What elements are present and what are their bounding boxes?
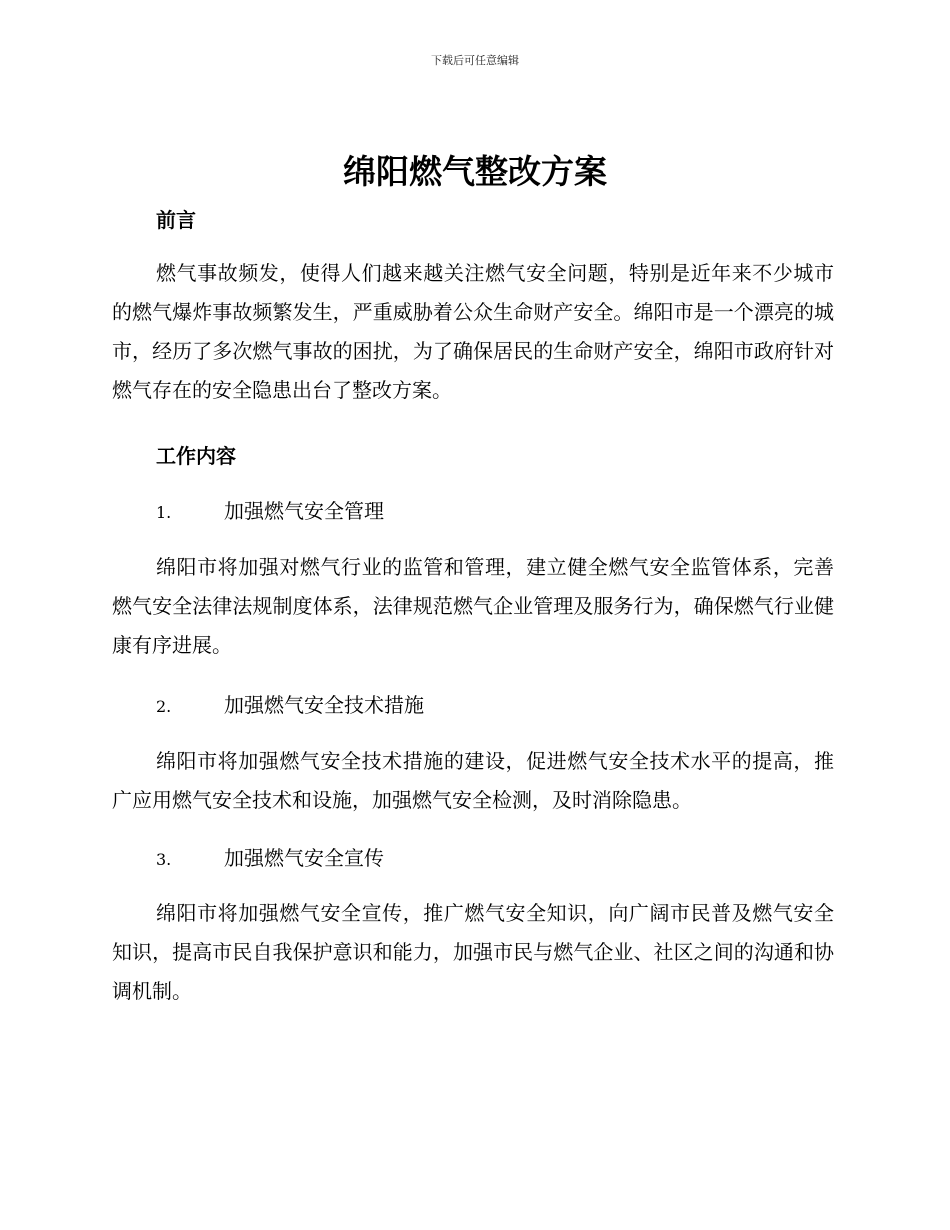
list-item-title: 加强燃气安全技术措施 bbox=[224, 693, 424, 717]
page-header: 下载后可任意编辑 bbox=[431, 54, 519, 67]
preface-paragraph: 燃气事故频发，使得人们越来越关注燃气安全问题，特别是近年来不少城市的燃气爆炸事故频繁发生，严重威胁着公众生命财产安全。绵阳市是一个漂亮的城市，经历了多次燃气事故的困扰，为了确保居民的生命财产安全，绵阳市政府针对燃气存在的安全隐患出台了整改方案。 bbox=[112, 261, 834, 402]
document-title: 绵阳燃气整改方案 bbox=[343, 152, 607, 191]
list-item-3 bbox=[156, 843, 384, 875]
item-3-paragraph: 绵阳市将加强燃气安全宣传，推广燃气安全知识，向广阔市民普及燃气安全知识，提高市民自我保护意识和能力，加强市民与燃气企业、社区之间的沟通和协调机制。 bbox=[112, 901, 834, 1003]
list-item-title: 加强燃气安全宣传 bbox=[224, 846, 384, 870]
list-number: 1. bbox=[156, 503, 172, 522]
item-2-paragraph: 绵阳市将加强燃气安全技术措施的建设，促进燃气安全技术水平的提高，推广应用燃气安全技术和设施，加强燃气安全检测，及时消除隐患。 bbox=[112, 749, 834, 812]
list-item-1 bbox=[156, 496, 384, 528]
list-number: 3. bbox=[156, 850, 172, 869]
section-heading-work: 工作内容 bbox=[156, 444, 236, 468]
section-heading-preface: 前言 bbox=[156, 208, 196, 232]
item-1-paragraph: 绵阳市将加强对燃气行业的监管和管理，建立健全燃气安全监管体系，完善燃气安全法律法规制度体系，法律规范燃气企业管理及服务行为，确保燃气行业健康有序进展。 bbox=[112, 555, 834, 657]
list-item-title: 加强燃气安全管理 bbox=[224, 499, 384, 523]
list-item-2 bbox=[156, 690, 424, 722]
list-number: 2. bbox=[156, 697, 172, 716]
